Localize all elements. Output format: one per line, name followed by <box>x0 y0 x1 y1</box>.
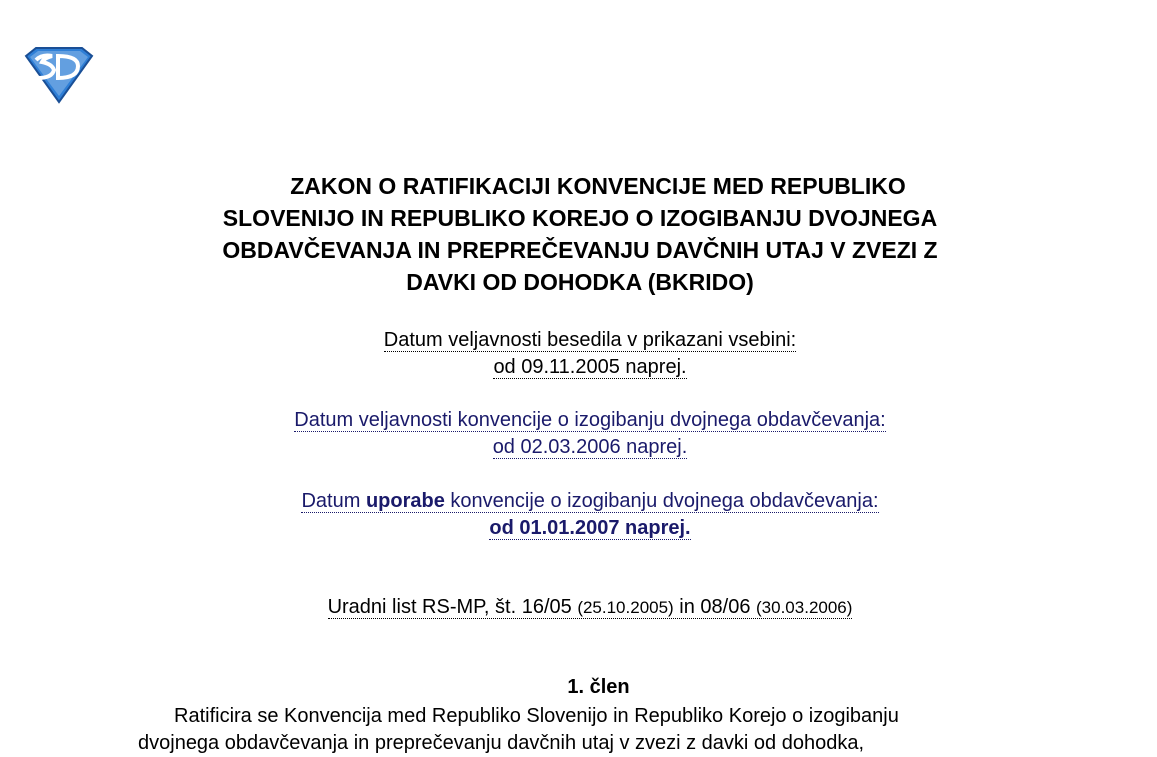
title-line: DAVKI OD DOHODKA (BKRIDO) <box>406 269 754 295</box>
title-line: OBDAVČEVANJA IN PREPREČEVANJU DAVČNIH UTAJ V ZVEZI Z <box>222 237 938 263</box>
title-line: SLOVENIJO IN REPUBLIKO KOREJO O IZOGIBANJU DVOJNEGA <box>222 205 938 231</box>
article-heading: 1. člen <box>567 676 630 698</box>
validity-convention-label[interactable]: Datum veljavnosti konvencije o izogibanju dvojnega obdavčevanja: <box>294 409 886 431</box>
title-line: ZAKON O RATIFIKACIJI KONVENCIJE MED REPUBLIKO <box>290 173 906 199</box>
validity-convention-block <box>140 407 1040 461</box>
sd-logo-icon <box>22 46 96 104</box>
validity-text-block <box>140 327 1040 381</box>
validity-text-label[interactable]: Datum veljavnosti besedila v prikazani vsebini: <box>383 329 797 351</box>
gazette-prefix: Uradni list RS-MP, št. 16/05 <box>327 596 578 618</box>
application-label-bold: uporabe <box>365 490 445 512</box>
document-title <box>140 170 1020 298</box>
article-paragraph <box>138 703 1020 757</box>
application-label-before: Datum <box>301 490 366 512</box>
official-gazette-block <box>140 594 1040 621</box>
gazette-date-1: (25.10.2005) <box>577 598 674 617</box>
logo <box>22 46 96 104</box>
gazette-date-2: (30.03.2006) <box>756 598 853 617</box>
article-line: Ratificira se Konvencija med Republiko Slovenijo in Republiko Korejo o izogibanju <box>174 705 899 727</box>
official-gazette-link[interactable] <box>328 596 853 619</box>
validity-convention-value[interactable]: od 02.03.2006 naprej. <box>492 436 688 458</box>
validity-text-value[interactable]: od 09.11.2005 naprej. <box>493 356 687 378</box>
application-convention-value[interactable]: od 01.01.2007 naprej. <box>489 517 691 539</box>
application-label-after: konvencije o izogibanju dvojnega obdavčevanja: <box>444 490 879 512</box>
gazette-middle: in 08/06 <box>673 596 757 618</box>
application-convention-block <box>140 488 1040 542</box>
article-line: dvojnega obdavčevanja in preprečevanju davčnih utaj v zvezi z davki od dohodka, <box>138 732 865 754</box>
application-convention-label[interactable] <box>301 490 878 513</box>
